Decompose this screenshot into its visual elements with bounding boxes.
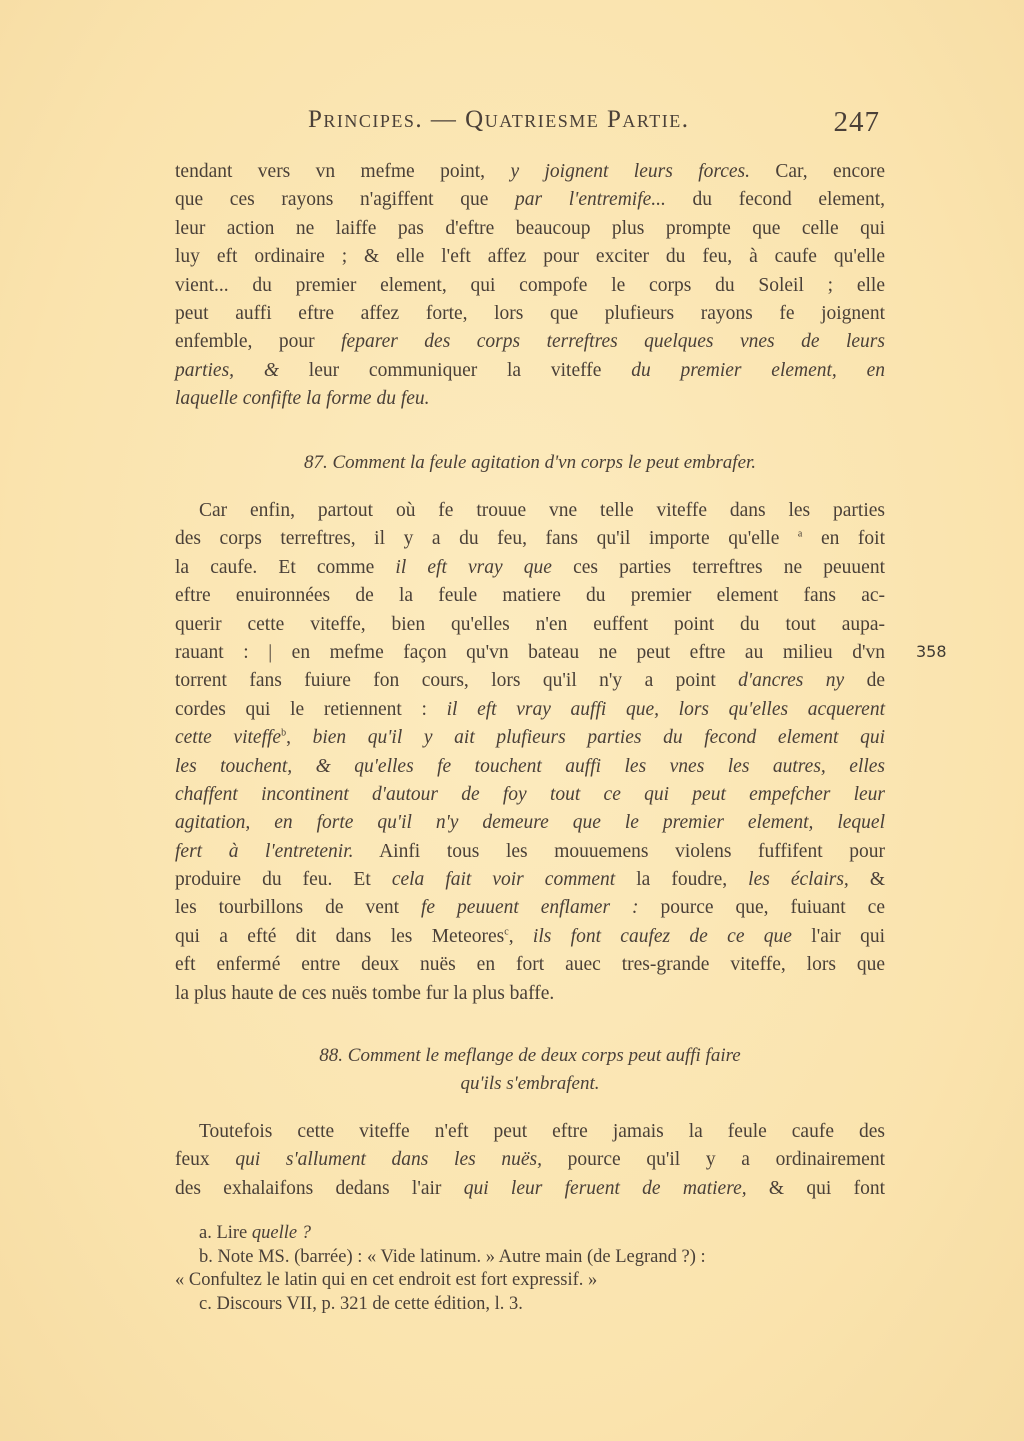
footnote-b: b. Note MS. (barrée) : « Vide latinum. » Autre main (de Legrand ?) : — [199, 1246, 706, 1267]
text-line: cordes qui le retiennent : il eft vray auffi que, lors qu'elles acquerent — [175, 698, 885, 720]
text-line: chaffent incontinent d'autour de foy tout ce qui peut empefcher leur — [175, 783, 885, 805]
footnote-b-continued: « Confultez le latin qui en cet endroit est fort expressif. » — [175, 1270, 598, 1290]
text-line: Car enfin, partout où fe trouue vne telle viteffe dans les parties — [199, 500, 885, 521]
text-line: eftre enuironnées de la feule matiere du premier element fans ac- — [175, 585, 885, 607]
text-line: la plus haute de ces nuës tombe fur la plus baffe. — [175, 982, 555, 1004]
running-title: Principes. — Quatriesme Partie. — [308, 106, 690, 133]
section-heading-text: 87. Comment la feule agitation d'vn corps le peut embrafer. — [303, 452, 757, 473]
footnote-c: c. Discours VII, p. 321 de cette édition, l. 3. — [199, 1293, 523, 1314]
text-line: produire du feu. Et cela fait voir comment la foudre, les éclairs, & — [175, 869, 886, 891]
footnote-a: a. Lire quelle ? — [199, 1223, 311, 1243]
section-heading-text: qu'ils s'embrafent. — [460, 1073, 600, 1095]
text-line: qui a efté dit dans les Meteores$^c$, ils font caufez de ce que l'air qui — [175, 925, 886, 947]
text-line: cette viteffe$^b$, bien qu'il y ait plufieurs parties du fecond element qui — [175, 727, 885, 749]
section-heading-88 — [175, 1042, 885, 1099]
text-line: les tourbillons de vent fe peuuent enflamer : pource que, fuiuant ce — [175, 897, 885, 919]
text-line: torrent fans fuiure fon cours, lors qu'il n'y a point d'ancres ny de — [175, 670, 886, 692]
text-line: des corps terreftres, il y a du feu, fans qu'il importe qu'elle $^a$ en foit — [175, 528, 885, 550]
text-line: leur action ne laiffe pas d'eftre beaucoup plus prompte que celle qui — [175, 217, 885, 239]
text-line: peut auffi eftre affez forte, lors que plufieurs rayons fe joignent — [175, 302, 885, 324]
text-line: tendant vers vn mefme point, y joignent leurs forces. Car, encore — [175, 161, 885, 182]
section-heading-87 — [175, 449, 885, 477]
text-line: des exhalaifons dedans l'air qui leur feruent de matiere, & qui font — [175, 1177, 886, 1199]
text-line: agitation, en forte qu'il n'y demeure que le premier element, lequel — [175, 812, 885, 834]
text-line: la caufe. Et comme il eft vray que ces parties terreftres ne peuuent — [175, 556, 885, 578]
paragraph-2 — [175, 497, 885, 1008]
text-line: laquelle confifte la forme du feu. — [175, 388, 430, 410]
text-line: querir cette viteffe, bien qu'elles n'en euffent point du tout aupa- — [175, 613, 885, 635]
text-line: fert à l'entretenir. Ainfi tous les mouuemens violens fuffifent pour — [175, 840, 885, 862]
page-number: 247 — [833, 106, 880, 138]
section-heading-text: 88. Comment le meflange de deux corps peut auffi faire — [319, 1045, 741, 1066]
text-line: parties, & leur communiquer la viteffe du premier element, en — [175, 359, 885, 381]
text-line: enfemble, pour feparer des corps terreftres quelques vnes de leurs — [175, 331, 885, 353]
text-line: vient... du premier element, qui compofe le corps du Soleil ; elle — [175, 274, 885, 296]
text-line: Toutefois cette viteffe n'eft peut eftre jamais la feule caufe des — [199, 1121, 885, 1142]
text-line: feux qui s'allument dans les nuës, pource qu'il y a ordinairement — [175, 1149, 885, 1171]
footnotes — [175, 1222, 885, 1316]
running-head — [308, 106, 880, 142]
text-line: luy eft ordinaire ; & elle l'eft affez pour exciter du feu, à caufe qu'elle — [175, 246, 885, 268]
text-line: rauant : | en mefme façon qu'vn bateau ne peut eftre au milieu d'vn — [175, 641, 885, 663]
paragraph-3 — [175, 1118, 885, 1203]
text-line: que ces rayons n'agiffent que par l'entremife... du fecond element, — [175, 189, 885, 211]
text-line: eft enfermé entre deux nuës en fort auec tres-grande viteffe, lors que — [175, 954, 885, 976]
margin-page-reference: 358 — [916, 642, 947, 661]
text-line: les touchent, & qu'elles fe touchent auffi les vnes les autres, elles — [175, 755, 885, 777]
paragraph-1 — [175, 158, 885, 414]
